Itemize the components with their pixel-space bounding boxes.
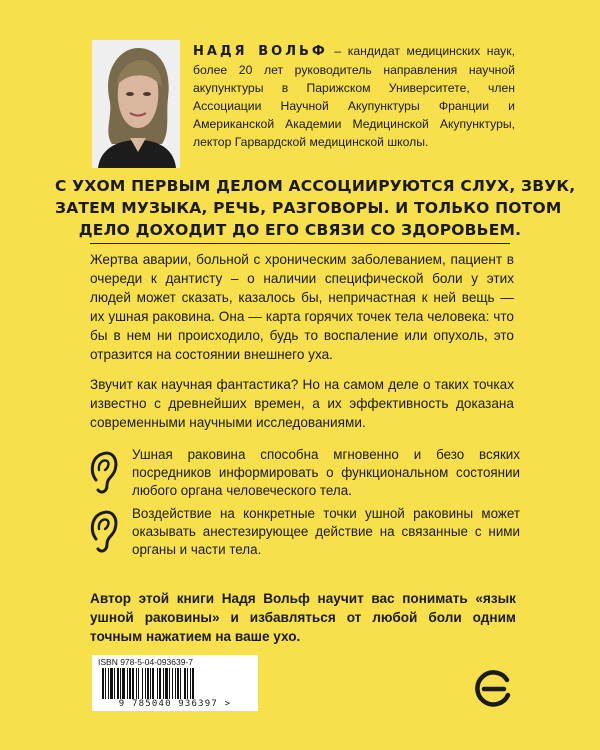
closing-statement: Автор этой книги Надя Вольф научит вас понимать «язык ушной раковины» и избавляться от любой боли одним точным нажатием на ваше ухо. bbox=[90, 591, 516, 644]
paragraph-2: Звучит как научная фантастика? Но на самом деле о таких точках известно с древнейших времен, а их эффективность доказана современными научными исследованиями. bbox=[90, 377, 514, 430]
ear-icon bbox=[88, 509, 118, 555]
barcode-bar bbox=[172, 668, 173, 699]
eksmo-logo-icon bbox=[474, 668, 514, 708]
barcode-bar bbox=[110, 668, 113, 699]
ear-icon bbox=[88, 450, 118, 496]
barcode-bar bbox=[147, 668, 149, 699]
barcode-bar bbox=[184, 668, 186, 699]
headline-line: ЗАТЕМ МУЗЫКА, РЕЧЬ, РАЗГОВОРЫ. И ТОЛЬКО ПОТОМ bbox=[55, 199, 562, 217]
ear-point-text: Ушная раковина способна мгновенно и безо всяких посредников информировать о функциональном состоянии любого органа человеческого тела. bbox=[132, 447, 520, 498]
barcode-bar bbox=[180, 668, 181, 699]
barcode-bar bbox=[165, 668, 168, 699]
barcode-bar bbox=[122, 668, 125, 699]
barcode-bar bbox=[105, 668, 106, 699]
barcode-bar bbox=[190, 668, 191, 699]
barcode-bar bbox=[175, 668, 176, 699]
barcode-bar bbox=[114, 668, 115, 699]
barcode-bar bbox=[159, 668, 161, 699]
headline-line: С УХОМ ПЕРВЫМ ДЕЛОМ АССОЦИИРУЮТСЯ СЛУХ, ЗВУК, bbox=[55, 177, 576, 195]
barcode-bar bbox=[138, 668, 139, 699]
author-portrait bbox=[92, 40, 180, 168]
author-name: НАДЯ ВОЛЬФ bbox=[193, 44, 328, 59]
headline-line: ДЕЛО ДОХОДИТ ДО ЕГО СВЯЗИ СО ЗДОРОВЬЕМ. bbox=[78, 221, 522, 239]
barcode-bar bbox=[157, 668, 158, 699]
barcode-bar bbox=[152, 668, 154, 699]
author-photo bbox=[92, 40, 180, 168]
author-bio-text: – кандидат медицинских наук, более 20 лет руководитель направления научной акупунктуры в Парижском Университете, член Ассоциации Научной Акупунктуры Франции и Американской Академии Медицинской Акупунктуры, лектор Гарвардской медицинской школы. bbox=[193, 44, 515, 149]
barcode-digits: 9 785040 936397 > bbox=[118, 699, 232, 709]
barcode-bar bbox=[150, 668, 151, 699]
barcode-bar bbox=[102, 668, 104, 699]
barcode-bar bbox=[192, 668, 194, 699]
barcode-bar bbox=[127, 668, 128, 699]
barcode-bar bbox=[129, 668, 131, 699]
barcode bbox=[92, 655, 258, 711]
paragraph-1: Жертва аварии, больной с хроническим заболеванием, пациент в очереди к дантисту – о наличии специфической боли у этих людей может сказать, казалось бы, непричастная к ней вещь — их ушная раковина. Она — карта горячих точек тела человека: что бы в нем ни происходило, будь то воспаление или опухоль, это отразится на состоянии внешнего уха. bbox=[90, 252, 514, 362]
barcode-bar bbox=[187, 668, 188, 699]
barcode-bar bbox=[117, 668, 119, 699]
barcode-bar bbox=[132, 668, 134, 699]
barcode-bar bbox=[163, 668, 164, 699]
author-bio bbox=[193, 42, 515, 151]
headline bbox=[55, 175, 576, 241]
isbn-label: ISBN 978-5-04-093639-7 bbox=[98, 657, 193, 667]
barcode-bar bbox=[142, 668, 143, 699]
ear-point-text: Воздействие на конкретные точки ушной раковины может оказывать анестезирующее действие на связанные с ними органы и части тела. bbox=[132, 506, 520, 557]
barcode-bars bbox=[102, 668, 248, 699]
divider bbox=[90, 243, 510, 244]
barcode-bar bbox=[145, 668, 146, 699]
barcode-bar bbox=[136, 668, 137, 699]
barcode-bar bbox=[169, 668, 170, 699]
barcode-bar bbox=[108, 668, 109, 699]
barcode-bar bbox=[177, 668, 179, 699]
barcode-bar bbox=[120, 668, 121, 699]
